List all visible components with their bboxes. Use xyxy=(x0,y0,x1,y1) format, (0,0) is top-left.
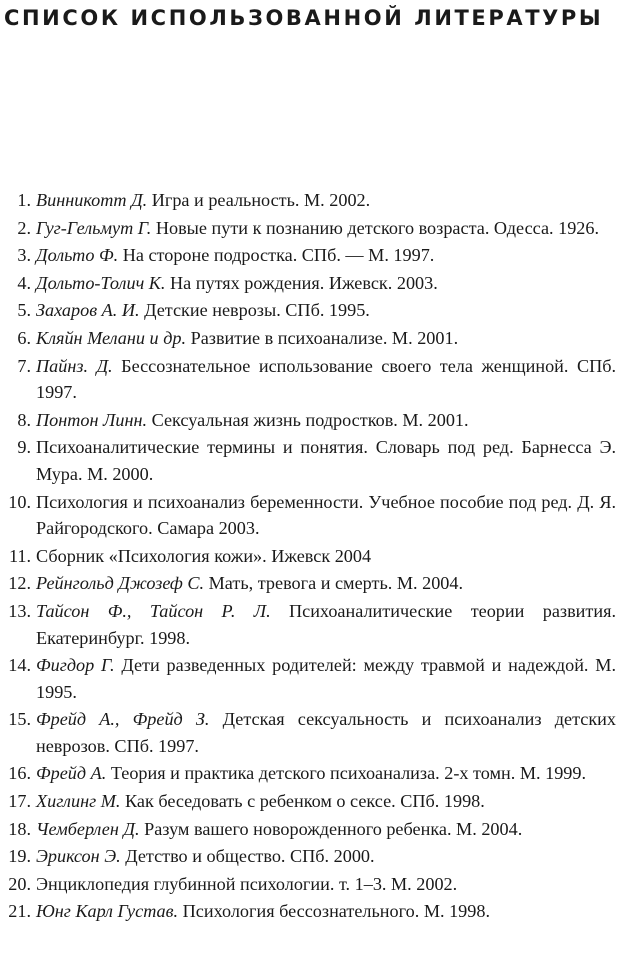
entry-text: Как беседовать с ребенком о сексе. СПб. 1998. xyxy=(125,791,485,812)
entry-number: 21. xyxy=(8,901,31,922)
entry-body xyxy=(36,543,616,570)
bibliography-entry xyxy=(0,816,616,843)
entry-number: 16. xyxy=(8,763,31,784)
bibliography-entry xyxy=(0,760,616,787)
entry-author: Тайсон Ф., Тайсон Р. Л. xyxy=(36,600,271,621)
bibliography-entry xyxy=(0,598,616,651)
entry-author: Фрейд А., Фрейд З. xyxy=(36,709,210,730)
entry-text: На стороне подростка. СПб. — М. 1997. xyxy=(122,245,435,266)
bibliography-entry xyxy=(0,407,616,434)
entry-author: Юнг Карл Густав. xyxy=(36,901,179,922)
entry-author: Фигдор Г. xyxy=(36,655,115,676)
entry-text: Мать, тревога и смерть. М. 2004. xyxy=(208,573,464,594)
bibliography-entry xyxy=(0,898,616,925)
entry-number: 9. xyxy=(17,437,31,458)
entry-body xyxy=(36,898,616,925)
entry-author: Дольто Ф. xyxy=(36,245,119,266)
entry-text: Психоаналитические теории развития. Екатеринбург. 1998. xyxy=(36,600,616,648)
entry-body xyxy=(36,843,616,870)
entry-text: Детские неврозы. СПб. 1995. xyxy=(144,300,370,321)
entry-body xyxy=(36,652,616,705)
entry-text: Теория и практика детского психоанализа. 2-х томн. М. 1999. xyxy=(110,763,587,784)
entry-number: 8. xyxy=(17,409,31,430)
entry-body xyxy=(36,706,616,759)
bibliography-entry xyxy=(0,706,616,759)
entry-text: Дети разведенных родителей: между травмой и надеждой. М. 1995. xyxy=(36,655,617,702)
entry-number: 1. xyxy=(17,190,31,210)
entry-body xyxy=(36,871,616,898)
bibliography-entry xyxy=(0,489,616,542)
entry-author: Захаров А. И. xyxy=(36,300,140,321)
bibliography-entry xyxy=(0,215,616,242)
entry-text: Игра и реальность. М. 2002. xyxy=(151,190,371,210)
entry-body xyxy=(36,242,616,269)
entry-author: Кляйн Мелани и др. xyxy=(36,327,187,348)
entry-number: 20. xyxy=(8,873,31,894)
entry-body xyxy=(36,598,616,651)
entry-number: 10. xyxy=(8,491,31,512)
bibliography-entry xyxy=(0,297,616,324)
entry-text: Детство и общество. СПб. 2000. xyxy=(125,846,375,867)
bibliography-entry xyxy=(0,652,616,705)
entry-number: 5. xyxy=(17,300,31,321)
entry-number: 15. xyxy=(8,709,31,730)
entry-body xyxy=(36,270,616,297)
entry-number: 3. xyxy=(17,245,31,266)
entry-text: Сборник «Психология кожи». Ижевск 2004 xyxy=(36,545,372,566)
entry-number: 19. xyxy=(8,846,31,867)
entry-body xyxy=(36,215,616,242)
entry-text: Психоаналитические термины и понятия. Словарь под ред. Барнесса Э. Мура. М. 2000. xyxy=(36,437,616,484)
entry-text: Детская сексуальность и психоанализ детских неврозов. СПб. 1997. xyxy=(36,709,617,756)
entry-body xyxy=(36,816,616,843)
entry-body xyxy=(36,353,616,406)
entry-body xyxy=(36,434,616,487)
bibliography-entry xyxy=(0,570,616,597)
entry-body xyxy=(36,788,616,815)
entry-number: 4. xyxy=(17,272,31,293)
entry-text: На путях рождения. Ижевск. 2003. xyxy=(169,272,438,293)
bibliography-entry xyxy=(0,325,616,352)
entry-text: Разум вашего новорожденного ребенка. М. 2004. xyxy=(144,818,523,839)
entry-body xyxy=(36,325,616,352)
entry-number: 13. xyxy=(8,600,31,621)
entry-body xyxy=(36,760,616,787)
entry-number: 2. xyxy=(17,217,31,238)
bibliography-entry xyxy=(0,788,616,815)
entry-number: 14. xyxy=(8,655,31,676)
entry-number: 7. xyxy=(17,355,31,376)
entry-author: Дольто-Толич К. xyxy=(36,272,166,293)
entry-number: 18. xyxy=(8,818,31,839)
bibliography-entry xyxy=(0,187,616,214)
bibliography-entry xyxy=(0,543,616,570)
entry-number: 17. xyxy=(8,791,31,812)
entry-author: Эриксон Э. xyxy=(36,846,121,867)
bibliography-entry xyxy=(0,843,616,870)
entry-author: Хиглинг М. xyxy=(36,791,121,812)
bibliography-entry xyxy=(0,270,616,297)
entry-text: Развитие в психоанализе. М. 2001. xyxy=(190,327,459,348)
entry-author: Пайнз. Д. xyxy=(36,355,113,376)
entry-text: Сексуальная жизнь подростков. М. 2001. xyxy=(151,409,469,430)
entry-author: Фрейд А. xyxy=(36,763,107,784)
bibliography-entry xyxy=(0,353,616,406)
entry-author: Чемберлен Д. xyxy=(36,818,140,839)
entry-author: Рейнгольд Джозеф С. xyxy=(36,573,205,594)
bibliography-entry xyxy=(0,242,616,269)
entry-text: Бессознательное использование своего тела женщиной. СПб. 1997. xyxy=(36,355,617,403)
bibliography-entry xyxy=(0,434,616,487)
entry-body xyxy=(36,489,616,542)
bibliography-entry xyxy=(0,871,616,898)
entry-text: Психология и психоанализ беременности. Учебное пособие под ред. Д. Я. Райгородского. Самара 2003. xyxy=(36,491,616,539)
entry-author: Понтон Линн. xyxy=(36,409,148,430)
entry-number: 6. xyxy=(17,327,31,348)
entry-body xyxy=(36,407,616,434)
entry-author: Гуг-Гельмут Г. xyxy=(36,217,152,238)
entry-text: Новые пути к познанию детского возраста. Одесса. 1926. xyxy=(155,217,600,238)
entry-number: 11. xyxy=(8,545,31,566)
entry-body xyxy=(36,187,616,214)
entry-body xyxy=(36,297,616,324)
bibliography-list xyxy=(0,187,616,926)
entry-number: 12. xyxy=(8,573,31,594)
entry-author: Винникотт Д. xyxy=(36,190,148,210)
entry-text: Энциклопедия глубинной психологии. т. 1–3. М. 2002. xyxy=(36,873,458,894)
entry-text: Психология бессознательного. М. 1998. xyxy=(182,901,491,922)
entry-body xyxy=(36,570,616,597)
page-title: СПИСОК ИСПОЛЬЗОВАННОЙ ЛИТЕРАТУРЫ xyxy=(4,6,604,30)
